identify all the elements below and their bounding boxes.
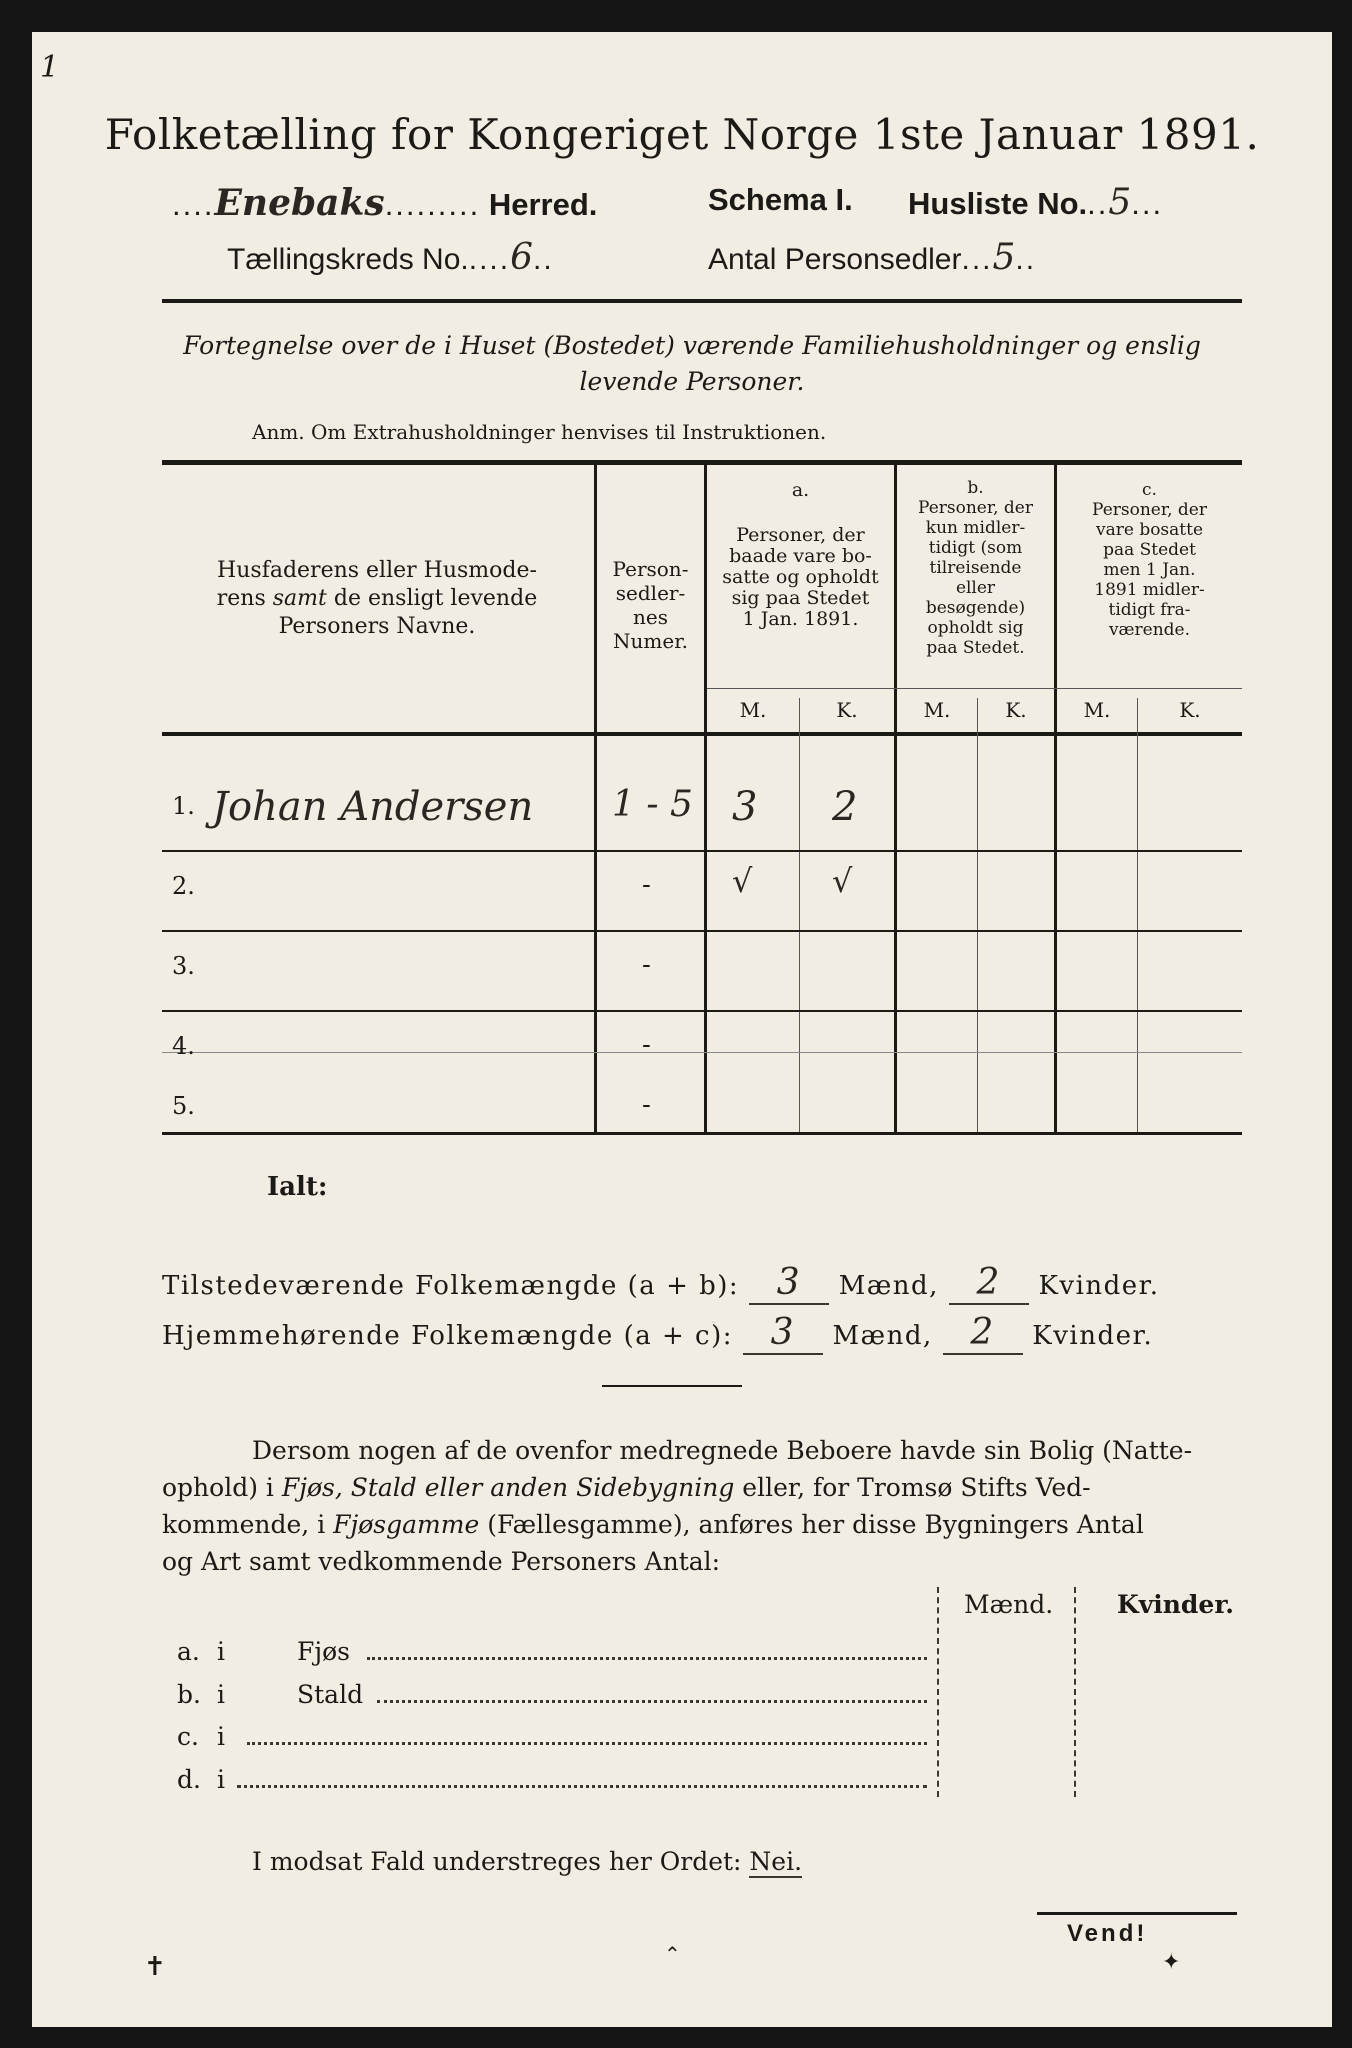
col-a-l2: baade vare bo- — [729, 545, 872, 567]
herred-row: ....Enebaks......... Herred. — [172, 182, 598, 224]
col-a-l5: 1 Jan. 1891. — [742, 608, 859, 630]
buildings-p-l3 — [162, 1506, 1242, 1543]
section-divider — [602, 1385, 742, 1387]
else-text: I modsat Fald understreges her Ordet: — [252, 1847, 742, 1876]
col-b-l4: tilreisende — [929, 558, 1022, 578]
resident-maend: Mænd, — [832, 1321, 933, 1351]
bottom-mark-right: ✦ — [1162, 1950, 1181, 1975]
col-names-l2a: rens — [216, 586, 273, 611]
kreds-value: 6 — [510, 237, 533, 278]
col-names-l2c: de ensligt levende — [326, 586, 538, 611]
buildings-p-l2b: Fjøs, Stald eller anden Sidebygning — [281, 1473, 735, 1502]
resident-kvinder: Kvinder. — [1032, 1321, 1154, 1351]
row-1-number: 1. — [172, 792, 195, 820]
building-a-i: i — [217, 1637, 225, 1666]
schema-label: Schema I. — [708, 182, 853, 217]
col-c-l2: vare bosatte — [1095, 520, 1204, 540]
col-names-l3: Personers Navne. — [278, 614, 476, 639]
col-a-l4: sig paa Stedet — [731, 587, 870, 609]
col-divider-c-mk — [1137, 698, 1138, 1132]
col-a-header — [707, 480, 894, 630]
building-a-label: Fjøs — [297, 1637, 350, 1666]
building-item-b — [177, 1680, 932, 1709]
buildings-p-l1: Dersom nogen af de ovenfor medregnede Beboere havde sin Bolig (Natte- — [252, 1436, 1193, 1465]
building-d-dots — [237, 1785, 927, 1788]
col-divider-a-mk — [799, 698, 800, 1132]
table-top-rule — [162, 460, 1242, 465]
col-b-l8: paa Stedet. — [926, 638, 1025, 658]
buildings-divider-1 — [937, 1587, 939, 1797]
buildings-maend-head: Mænd. — [964, 1590, 1054, 1619]
ialt-label: Ialt: — [267, 1172, 328, 1202]
row-sep-3 — [162, 1010, 1242, 1012]
buildings-p-l2a: ophold) i — [162, 1473, 282, 1502]
col-c-m-label: M. — [1083, 698, 1111, 722]
row-5-number: 5. — [172, 1092, 195, 1120]
present-kvinder: Kvinder. — [1038, 1271, 1160, 1301]
husliste-label: Husliste No. — [908, 186, 1088, 221]
census-form-page — [32, 32, 1332, 2027]
row-5-personsedler: - — [642, 1090, 651, 1120]
resident-label: Hjemmehørende Folkemængde (a + c): — [162, 1321, 733, 1351]
mk-header-rule — [707, 688, 1242, 689]
form-title: Folketælling for Kongeriget Norge 1ste Januar 1891. — [104, 110, 1260, 159]
buildings-paragraph — [162, 1432, 1242, 1580]
row-2-personsedler: - — [642, 870, 651, 900]
herred-value: Enebaks — [214, 182, 385, 224]
description-line-2: levende Personer. — [579, 367, 805, 396]
building-c-i: i — [217, 1722, 225, 1751]
resident-m-value: 3 — [743, 1312, 823, 1355]
present-label: Tilstedeværende Folkemængde (a + b): — [162, 1271, 740, 1301]
col-c-letter: c. — [1142, 480, 1157, 500]
resident-k-value: 2 — [943, 1312, 1023, 1355]
col-c-l7: værende. — [1108, 620, 1191, 640]
table-header-rule — [162, 732, 1242, 736]
row-2-a-m: √ — [732, 862, 753, 900]
building-b-i: i — [217, 1680, 225, 1709]
herred-label: Herred. — [488, 187, 598, 222]
bottom-mark-left: ✝ — [144, 1952, 166, 1982]
col-num-l2: sedler- — [615, 581, 686, 605]
buildings-divider-2 — [1074, 1587, 1076, 1797]
building-b-letter: b. — [177, 1680, 201, 1709]
col-b-letter: b. — [967, 478, 984, 498]
row-3-number: 3. — [172, 952, 195, 980]
col-c-k-label: K. — [1179, 698, 1201, 722]
present-total-row — [162, 1262, 1160, 1305]
anm-note: Anm. Om Extrahusholdninger henvises til Instruktionen. — [252, 420, 827, 444]
table-bottom-rule — [162, 1132, 1242, 1135]
col-a-m-label: M. — [739, 698, 767, 722]
building-d-i: i — [217, 1765, 225, 1794]
col-b-l7: opholdt sig — [927, 618, 1024, 638]
row-sep-2 — [162, 930, 1242, 932]
col-names-l2 — [167, 585, 587, 613]
col-a-k-label: K. — [836, 698, 858, 722]
row-1-a-k: 2 — [832, 784, 858, 830]
col-num-l1: Person- — [612, 557, 689, 581]
present-k-value: 2 — [949, 1262, 1029, 1305]
husliste-row: Husliste No...5... — [908, 182, 1164, 223]
buildings-p-l4: og Art samt vedkommende Personers Antal: — [162, 1547, 721, 1576]
col-b-k-label: K. — [1005, 698, 1027, 722]
building-c-letter: c. — [177, 1722, 199, 1751]
col-b-l5: eller — [955, 578, 996, 598]
personsedler-value: 5 — [992, 237, 1016, 278]
row-3-personsedler: - — [642, 950, 651, 980]
row-1-name: Johan Andersen — [212, 784, 534, 830]
buildings-p-l3b: Fjøsgamme — [333, 1510, 480, 1539]
kreds-row: Tællingskreds No.....6.. — [227, 237, 554, 278]
building-a-letter: a. — [177, 1637, 200, 1666]
present-m-value: 3 — [749, 1262, 829, 1305]
building-b-label: Stald — [297, 1680, 364, 1709]
col-a-letter: a. — [791, 479, 810, 501]
col-c-l4: men 1 Jan. — [1103, 560, 1196, 580]
top-rule — [162, 299, 1242, 303]
building-a-dots — [367, 1657, 927, 1660]
buildings-kvinder-head: Kvinder. — [1117, 1590, 1234, 1619]
row-1-a-m: 3 — [732, 784, 758, 830]
col-c-l5: 1891 midler- — [1094, 580, 1205, 600]
col-b-l3: tidigt (som — [928, 538, 1023, 558]
buildings-p-l2 — [162, 1469, 1242, 1506]
col-c-l6: tidigt fra- — [1108, 600, 1191, 620]
building-item-d — [177, 1765, 932, 1794]
row-4-personsedler: - — [642, 1030, 651, 1060]
building-b-dots — [377, 1700, 927, 1703]
vend-label: Vend! — [1067, 1920, 1148, 1947]
row-2-number: 2. — [172, 872, 195, 900]
col-c-l3: paa Stedet — [1103, 540, 1196, 560]
personsedler-row: Antal Personsedler...5.. — [708, 237, 1037, 278]
col-num-l3: nes — [633, 605, 668, 629]
col-num-header — [597, 557, 704, 653]
col-b-l1: Personer, der — [918, 498, 1033, 518]
buildings-p-l3a: kommende, i — [162, 1510, 334, 1539]
corner-mark: 1 — [40, 50, 60, 85]
col-c-l1: Personer, der — [1092, 500, 1207, 520]
else-word: Nei. — [749, 1847, 803, 1876]
kreds-label: Tællingskreds No. — [227, 243, 469, 276]
row-1-personsedler: 1 - 5 — [612, 784, 693, 825]
buildings-p-l2c: eller, for Tromsø Stifts Ved- — [734, 1473, 1091, 1502]
row-2-a-k: √ — [832, 862, 853, 900]
col-num-l4: Numer. — [613, 629, 688, 653]
description-line-1: Fortegnelse over de i Huset (Bostedet) værende Familiehusholdninger og enslig — [183, 331, 1201, 360]
col-divider-b-mk — [977, 698, 978, 1132]
buildings-p-l3c: (Fællesgamme), anføres her disse Bygningers Antal — [479, 1510, 1144, 1539]
building-item-a — [177, 1637, 932, 1666]
building-d-letter: d. — [177, 1765, 201, 1794]
personsedler-label: Antal Personsedler — [708, 243, 962, 276]
else-row — [252, 1847, 802, 1876]
col-b-m-label: M. — [923, 698, 951, 722]
col-b-header — [897, 478, 1054, 658]
building-item-c — [177, 1722, 932, 1751]
vend-rule — [1037, 1912, 1237, 1915]
bottom-mark-center: ⌃ — [664, 1942, 681, 1966]
husliste-value: 5 — [1108, 182, 1132, 223]
col-b-l6: besøgende) — [925, 598, 1026, 618]
col-b-l2: kun midler- — [925, 518, 1026, 538]
row-sep-1 — [162, 850, 1242, 852]
col-names-l1: Husfaderens eller Husmode- — [217, 558, 537, 583]
description — [162, 328, 1222, 400]
row-4-number: 4. — [172, 1032, 195, 1060]
col-a-l1: Personer, der — [736, 524, 865, 546]
col-names-header — [167, 557, 587, 641]
present-maend: Mænd, — [838, 1271, 939, 1301]
building-c-dots — [247, 1742, 927, 1745]
row-sep-4 — [162, 1052, 1242, 1053]
col-c-header — [1057, 480, 1242, 640]
col-names-l2b: samt — [272, 586, 327, 611]
resident-total-row — [162, 1312, 1153, 1355]
col-a-l3: satte og opholdt — [722, 566, 879, 588]
